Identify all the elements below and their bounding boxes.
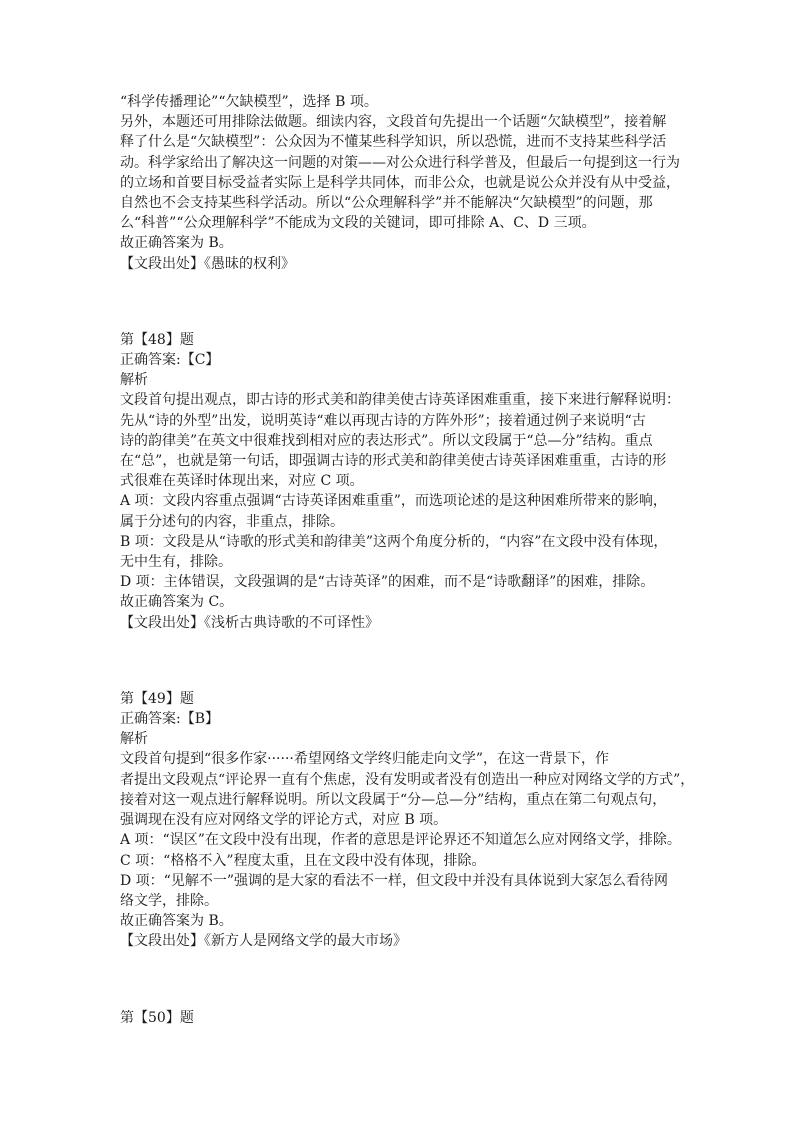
section-49 [120, 689, 695, 952]
question-title: 第【48】题 [120, 331, 194, 348]
text-line: 强调现在没有应对网络文学的评论方式，对应 B 项。 [120, 812, 448, 829]
text-line: “科学传播理论”“欠缺模型”，选择 B 项。 [120, 94, 378, 110]
section-47-tail [120, 92, 690, 274]
option-d-analysis: D 项：主体错误，文段强调的是“古诗英译”的困难，而不是“诗歌翻译”的困难，排除。 [120, 574, 655, 591]
text-line: 自然也不会支持某些科学活动。所以“公众理解科学”并不能解决“欠缺模型”的问题，那 [120, 195, 653, 212]
section-50 [120, 1008, 690, 1028]
text-line: 的立场和首要目标受益者实际上是科学共同体，而非公众，也就是说公众并没有从中受益， [120, 174, 680, 191]
final-answer-line: 故正确答案为 B。 [120, 913, 233, 930]
question-title: 第【49】题 [120, 690, 194, 707]
text-line: 文段首句提到“很多作家······希望网络文学终归能走向文学”，在这一背景下，作 [120, 751, 610, 768]
text-line: 无中生有，排除。 [120, 554, 232, 571]
text-line: 先从“诗的外型”出发，说明英诗“难以再现古诗的方阵外形”；接着通过例子来说明“古 [120, 412, 646, 429]
question-title: 第【50】题 [120, 1009, 194, 1026]
section-48 [120, 330, 690, 633]
text-line: 诗的韵律美”在英文中很难找到相对应的表达形式”。所以文段属于“总—分”结构。重点 [120, 432, 653, 449]
text-line: 释了什么是“欠缺模型”：公众因为不懂某些科学知识，所以恐慌，进而不支持某些科学活 [120, 134, 667, 151]
source-line: 【文段出处】《愚昧的权利》 [120, 255, 295, 272]
text-line: 属于分述句的内容，非重点，排除。 [120, 513, 344, 530]
option-a-analysis: A 项：“误区”在文段中没有出现，作者的意思是评论界还不知道怎么应对网络文学，排除。 [120, 832, 681, 849]
option-a-analysis: A 项：文段内容重点强调“古诗英译困难重重”，而选项论述的是这种困难所带来的影响， [120, 493, 667, 510]
option-d-analysis: D 项：“见解不一”强调的是大家的看法不一样，但文段中并没有具体说到大家怎么看待网 [120, 872, 668, 889]
source-line: 【文段出处】《新方人是网络文学的最大市场》 [120, 933, 407, 950]
analysis-label: 解析 [120, 372, 148, 389]
text-line: 在“总”，也就是第一句话，即强调古诗的形式美和韵律美使古诗英译困难重重，古诗的形 [120, 453, 667, 470]
final-answer-line: 故正确答案为 C。 [120, 594, 234, 611]
text-line: 式很难在英译时体现出来，对应 C 项。 [120, 473, 364, 490]
correct-answer: 正确答案:【B】 [120, 711, 220, 728]
correct-answer: 正确答案:【C】 [120, 352, 220, 369]
analysis-label: 解析 [120, 731, 148, 748]
text-line: 另外，本题还可用排除法做题。细读内容，文段首句先提出一个话题“欠缺模型”，接着解 [120, 114, 667, 131]
text-line: 文段首句提出观点，即古诗的形式美和韵律美使古诗英译困难重重，接下来进行解释说明： [120, 392, 680, 409]
text-line: 动。科学家给出了解决这一问题的对策——对公众进行科学普及，但最后一句提到这一行为 [120, 154, 680, 171]
text-line: 接着对这一观点进行解释说明。所以文段属于“分—总—分”结构，重点在第二句观点句， [120, 791, 667, 808]
text-line: 者提出文段观点“评论界一直有个焦虑，没有发明或者没有创造出一种应对网络文学的方式”， [120, 771, 695, 788]
final-answer-line: 故正确答案为 B。 [120, 235, 233, 252]
spacer [120, 633, 690, 689]
spacer [120, 274, 690, 330]
spacer [120, 952, 690, 1008]
text-line: 络文学，排除。 [120, 892, 218, 909]
option-b-analysis: B 项：文段是从“诗歌的形式美和韵律美”这两个角度分析的，“内容”在文段中没有体现， [120, 533, 668, 550]
document-page [120, 92, 695, 1028]
source-line: 【文段出处】《浅析古典诗歌的不可译性》 [120, 614, 379, 631]
option-c-analysis: C 项：“格格不入”程度太重，且在文段中没有体现，排除。 [120, 852, 486, 869]
text-line: 么“科普”“公众理解科学”不能成为文段的关键词，即可排除 A、C、D 三项。 [120, 215, 596, 232]
